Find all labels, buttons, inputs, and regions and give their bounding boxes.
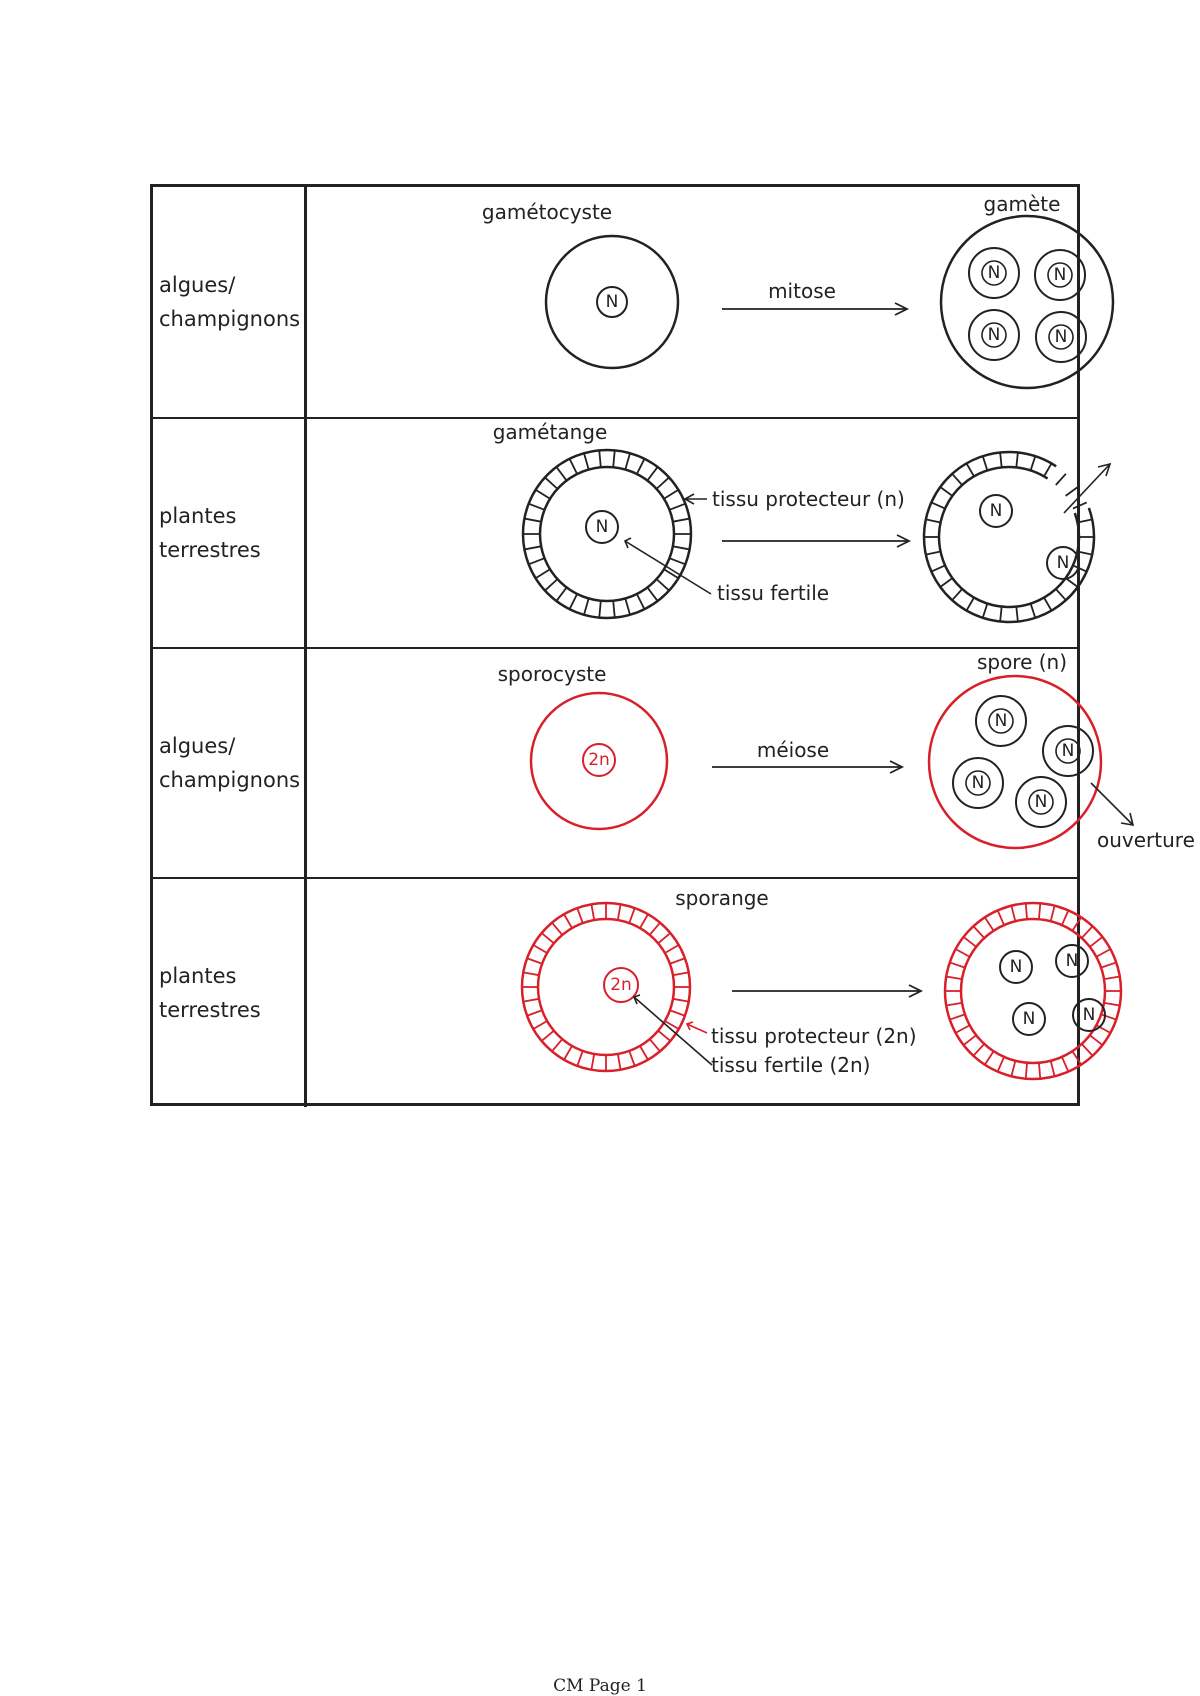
drawing-cell xyxy=(307,649,1195,877)
gametange-open-inner-wall xyxy=(919,447,1098,626)
tissue-tick xyxy=(926,552,941,555)
tissue-tick xyxy=(640,914,648,928)
tissue-tick xyxy=(591,904,594,920)
tissue-tick xyxy=(664,490,678,499)
tissue-tick xyxy=(1026,903,1027,919)
tissue-tick xyxy=(552,1039,562,1051)
tissue-tick xyxy=(1090,937,1103,947)
tissue-tick xyxy=(650,923,660,935)
nucleus-label: N xyxy=(1009,957,1023,977)
tissue-tick xyxy=(629,1051,634,1066)
row-plantes-gametange xyxy=(153,417,1077,647)
tissue-tick xyxy=(983,456,988,470)
gametange-label: gamétange xyxy=(492,420,608,444)
tissue-tick xyxy=(665,945,679,953)
tissue-tick xyxy=(967,598,975,611)
tissue-tick xyxy=(670,1010,685,1015)
tissue-tick xyxy=(973,926,984,938)
spore-label: spore (n) xyxy=(976,650,1068,674)
sporange-inner-wall xyxy=(538,919,674,1055)
tissue-tick xyxy=(1072,917,1081,930)
tissue-tick xyxy=(1101,962,1116,967)
tissue-tick xyxy=(523,972,539,975)
tissue-tick xyxy=(556,467,566,481)
tissue-tick xyxy=(552,923,562,935)
tissue-tick xyxy=(1039,903,1040,919)
tissue-tick xyxy=(673,546,690,549)
tissue-tick xyxy=(542,933,554,943)
nucleus-label: N xyxy=(595,517,609,537)
tissue-tick xyxy=(1066,578,1078,587)
tissue-tick xyxy=(536,490,550,499)
nucleus-label: N xyxy=(1053,265,1067,285)
tissue-tick xyxy=(625,453,630,469)
tissue-tick xyxy=(964,1035,977,1045)
row-algues-gametocyste xyxy=(153,187,1077,417)
row-label: algues/ champignons xyxy=(159,734,301,792)
tissue-tick xyxy=(946,1003,962,1006)
gamete-label: gamète xyxy=(983,192,1061,216)
tissue-tick xyxy=(647,467,657,481)
tissue-tick xyxy=(964,937,977,947)
drawing-cell xyxy=(307,879,1096,1107)
tissue-tick xyxy=(931,565,945,571)
meiose-label: méiose xyxy=(756,738,830,762)
tissue-tick xyxy=(1051,1061,1055,1077)
release-arrow xyxy=(1064,464,1110,513)
tissue-tick xyxy=(1016,607,1018,622)
ouverture-label: ouverture xyxy=(1097,828,1195,852)
nucleus-label: N xyxy=(1022,1009,1036,1029)
tissue-tick xyxy=(1011,906,1015,922)
row-label-cell xyxy=(153,419,307,647)
tissue-tick xyxy=(527,958,542,963)
tissue-tick xyxy=(1051,906,1055,922)
mitose-gametocyste-drawing xyxy=(307,187,1077,417)
tissue-tick xyxy=(983,604,988,618)
row-algues-sporocyste xyxy=(153,647,1195,877)
tissue-tick xyxy=(577,1051,582,1066)
tissue-tick xyxy=(950,1014,965,1019)
tissue-tick xyxy=(533,1021,547,1029)
tissue-tick xyxy=(1062,910,1068,925)
gametange-drawing xyxy=(307,419,1077,647)
tissue-tick xyxy=(527,1010,542,1015)
tissu-protecteur-label: tissu protecteur (2n) xyxy=(711,1024,917,1048)
tissue-tick xyxy=(545,579,558,590)
nucleus-label: N xyxy=(1054,327,1068,347)
tissue-tick xyxy=(1000,607,1002,622)
nucleus-label: N xyxy=(989,501,1003,521)
nucleus-label: 2n xyxy=(610,975,632,995)
tissu-protecteur-label: tissu protecteur (n) xyxy=(712,487,905,511)
nucleus-label: N xyxy=(1061,741,1075,761)
tissue-tick xyxy=(658,933,670,943)
nucleus-label: N xyxy=(605,292,619,312)
row-plantes-sporange xyxy=(153,877,1096,1107)
tissue-tick xyxy=(542,1031,554,1041)
sporange-outer-wall xyxy=(945,903,1121,1079)
tissue-tick xyxy=(1072,1051,1081,1064)
tissue-tick xyxy=(650,1039,660,1051)
tissue-tick xyxy=(618,1054,621,1070)
tissue-tick xyxy=(669,558,685,564)
sporange-drawing xyxy=(307,879,1096,1107)
nucleus-label: N xyxy=(987,263,1001,283)
tissue-tick xyxy=(1104,977,1120,980)
page-footer: CM Page 1 xyxy=(553,1676,647,1696)
tissue-tick xyxy=(629,908,634,923)
tissue-tick xyxy=(647,587,657,601)
tissue-tick xyxy=(584,598,589,614)
tissue-tick xyxy=(529,504,545,510)
tissue-tick xyxy=(931,502,945,508)
tissue-tick xyxy=(536,569,550,578)
tissue-tick xyxy=(1090,1035,1103,1045)
tissue-tick xyxy=(1056,474,1066,485)
tissue-tick xyxy=(529,558,545,564)
tissue-tick xyxy=(973,1044,984,1056)
tissue-tick xyxy=(946,977,962,980)
tissue-tick xyxy=(967,463,975,476)
tissue-tick xyxy=(533,945,547,953)
sporange-label: sporange xyxy=(675,886,769,910)
nucleus-label: N xyxy=(987,325,1001,345)
pointer-line xyxy=(625,541,711,594)
tissue-tick xyxy=(1077,519,1092,522)
tissue-tick xyxy=(1066,487,1078,496)
tissu-fertile-label: tissu fertile (2n) xyxy=(711,1053,871,1077)
tissue-tick xyxy=(1104,1003,1120,1006)
tissue-tick xyxy=(523,999,539,1002)
tissue-tick xyxy=(524,519,541,522)
tissu-fertile-label: tissu fertile xyxy=(717,581,830,605)
tissue-tick xyxy=(1011,1061,1015,1077)
tissue-tick xyxy=(670,958,685,963)
tissue-tick xyxy=(1082,926,1093,938)
tissue-tick xyxy=(545,477,558,488)
tissue-tick xyxy=(950,962,965,967)
tissue-tick xyxy=(1044,598,1052,611)
tissue-tick xyxy=(613,601,615,618)
meiose-sporocyste-drawing xyxy=(307,649,1195,877)
tissue-tick xyxy=(940,578,952,587)
tissue-tick xyxy=(673,972,689,975)
tissue-tick xyxy=(640,1046,648,1060)
tissue-tick xyxy=(1062,1057,1068,1072)
tissue-tick xyxy=(956,949,970,957)
tissue-tick xyxy=(564,914,572,928)
tissue-tick xyxy=(998,1057,1004,1072)
tissue-tick xyxy=(1096,949,1110,957)
tissue-tick xyxy=(1031,604,1036,618)
tissue-tick xyxy=(1000,452,1002,467)
tissue-tick xyxy=(985,917,994,930)
tissue-tick xyxy=(1026,1063,1027,1079)
tissue-tick xyxy=(1073,502,1087,508)
tissue-tick xyxy=(637,594,645,609)
nucleus-label: N xyxy=(1056,553,1070,573)
nucleus-label: N xyxy=(994,711,1008,731)
tissue-tick xyxy=(658,1031,670,1041)
tissue-tick xyxy=(1044,463,1052,476)
tissue-tick xyxy=(577,908,582,923)
tissue-tick xyxy=(952,589,962,600)
sporocyste-container xyxy=(929,676,1101,848)
tissue-tick xyxy=(570,594,578,609)
diagram-table xyxy=(150,184,1195,1106)
tissue-tick xyxy=(613,450,615,467)
tissue-tick xyxy=(1056,589,1066,600)
nucleus-label: 2n xyxy=(588,750,610,770)
tissue-tick xyxy=(618,904,621,920)
tissue-tick xyxy=(673,999,689,1002)
tissue-tick xyxy=(599,601,601,618)
tissue-tick xyxy=(584,453,589,469)
tissue-tick xyxy=(1082,1044,1093,1056)
nucleus-label: N xyxy=(1082,1005,1096,1025)
tissue-tick xyxy=(669,504,685,510)
tissue-tick xyxy=(657,477,670,488)
tissue-tick xyxy=(985,1051,994,1064)
row-label: plantes terrestres xyxy=(159,964,261,1022)
tissue-tick xyxy=(524,546,541,549)
tissue-tick xyxy=(673,519,690,522)
tissue-tick xyxy=(637,459,645,474)
gametocyste-label: gamétocyste xyxy=(481,200,613,224)
mitose-label: mitose xyxy=(768,279,836,303)
drawing-cell xyxy=(307,419,1077,647)
tissue-tick xyxy=(1077,552,1092,555)
sporocyste-label: sporocyste xyxy=(497,662,607,686)
nucleus-label: N xyxy=(1034,792,1048,812)
tissue-tick xyxy=(664,569,678,578)
tissue-tick xyxy=(952,474,962,485)
tissue-tick xyxy=(570,459,578,474)
nucleus-label: N xyxy=(971,773,985,793)
drawing-cell xyxy=(307,187,1077,417)
tissue-tick xyxy=(926,519,941,522)
nucleus-label: N xyxy=(1065,951,1079,971)
tissue-tick xyxy=(1073,565,1087,571)
sporange-inner-wall xyxy=(961,919,1105,1063)
tissue-tick xyxy=(599,450,601,467)
tissue-tick xyxy=(998,910,1004,925)
tissue-tick xyxy=(591,1054,594,1070)
row-label-cell xyxy=(153,879,307,1107)
pointer-line xyxy=(1091,783,1133,825)
tissue-tick xyxy=(940,487,952,496)
tissue-tick xyxy=(1016,452,1018,467)
row-label-cell xyxy=(153,649,307,877)
row-label: algues/ champignons xyxy=(159,273,301,331)
tissue-tick xyxy=(625,598,630,614)
tissue-tick xyxy=(1039,1063,1040,1079)
row-label: plantes terrestres xyxy=(159,504,261,562)
row-label-cell xyxy=(153,187,307,417)
tissue-tick xyxy=(564,1046,572,1060)
tissue-tick xyxy=(1031,456,1036,470)
sporange-outer-wall xyxy=(522,903,690,1071)
tissue-tick xyxy=(657,579,670,590)
tissue-tick xyxy=(1101,1014,1116,1019)
gamete-container xyxy=(941,216,1113,388)
tissue-tick xyxy=(956,1025,970,1033)
tissue-tick xyxy=(556,587,566,601)
